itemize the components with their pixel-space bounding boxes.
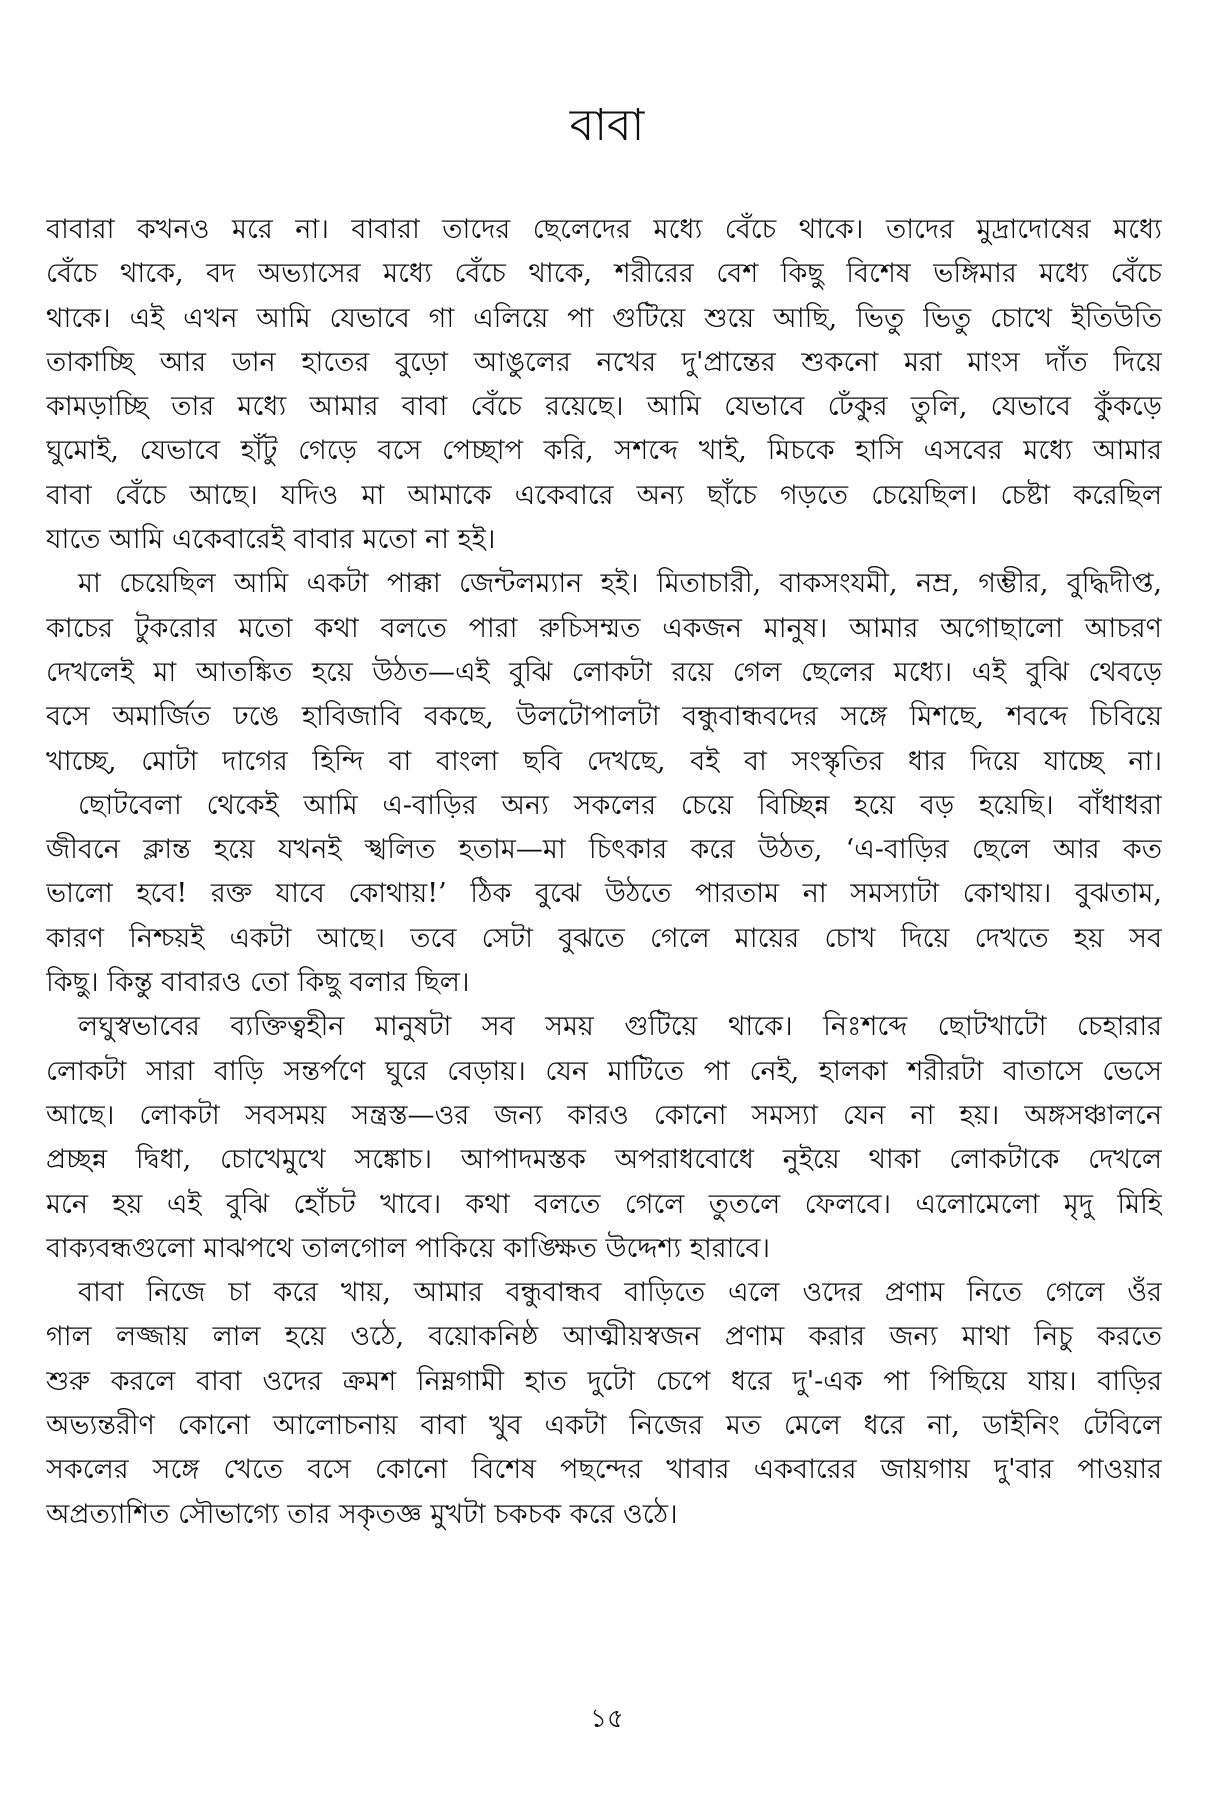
text-line: বাবা বেঁচে আছে। যদিও মা আমাকে একেবারে অন্য ছাঁচে গড়তে চেয়েছিল। চেষ্টা করেছিল [46, 479, 1162, 511]
text-line: তাকাচ্ছি আর ডান হাতের বুড়ো আঙুলের নখের দু'প্রান্তের শুকনো মরা মাংস দাঁত দিয়ে [46, 346, 1162, 378]
text-line: ছোটবেলা থেকেই আমি এ-বাড়ির অন্য সকলের চেয়ে বিচ্ছিন্ন হয়ে বড় হয়েছি। বাঁধাধরা [78, 789, 1162, 821]
text-line: বাবারা কখনও মরে না। বাবারা তাদের ছেলেদের মধ্যে বেঁচে থাকে। তাদের মুদ্রাদোষের মধ্যে [46, 214, 1162, 245]
text-line: আছে। লোকটা সবসময় সন্ত্রস্ত—ওর জন্য কারও কোনো সমস্যা যেন না হয়। অঙ্গসঞ্চালনে [46, 1099, 1162, 1131]
text-line: জীবনে ক্লান্ত হয়ে যখনই স্খলিত হতাম—মা চিৎকার করে উঠত, ‘এ-বাড়ির ছেলে আর কত [46, 834, 1162, 866]
text-line: কারণ নিশ্চয়ই একটা আছে। তবে সেটা বুঝতে গেলে মায়ের চোখ দিয়ে দেখতে হয় সব [46, 922, 1162, 954]
text-line: প্রচ্ছন্ন দ্বিধা, চোখেমুখে সঙ্কোচ। আপাদমস্তক অপরাধবোধে নুইয়ে থাকা লোকটাকে দেখলে [46, 1144, 1162, 1176]
text-line: অপ্রত্যাশিত সৌভাগ্যে তার সকৃতজ্ঞ মুখটা চকচক করে ওঠে। [46, 1498, 678, 1530]
text-line: খাচ্ছে, মোটা দাগের হিন্দি বা বাংলা ছবি দেখছে, বই বা সংস্কৃতির ধার দিয়ে যাচ্ছে না। [46, 745, 1162, 777]
text-line: ঘুমোই, যেভাবে হাঁটু গেড়ে বসে পেচ্ছাপ করি, সশব্দে খাই, মিচকে হাসি এসবের মধ্যে আমার [46, 435, 1162, 467]
text-line: কামড়াচ্ছি তার মধ্যে আমার বাবা বেঁচে রয়েছে। আমি যেভাবে ঢেঁকুর তুলি, যেভাবে কুঁকড়ে [46, 391, 1162, 423]
text-line: বাক্যবন্ধগুলো মাঝপথে তালগোল পাকিয়ে কাঙ্ক্ষিত উদ্দেশ্য হারাবে। [46, 1232, 771, 1264]
text-line: মনে হয় এই বুঝি হোঁচট খাবে। কথা বলতে গেলে তুতলে ফেলবে। এলোমেলো মৃদু মিহি [46, 1188, 1162, 1220]
text-line: থাকে। এই এখন আমি যেভাবে গা এলিয়ে পা গুটিয়ে শুয়ে আছি, ভিতু ভিতু চোখে ইতিউতি [46, 302, 1162, 334]
body-text [46, 208, 1162, 1537]
text-line: গাল লজ্জায় লাল হয়ে ওঠে, বয়োকনিষ্ঠ আত্মীয়স্বজন প্রণাম করার জন্য মাথা নিচু করতে [46, 1321, 1162, 1353]
text-line: বাবা নিজে চা করে খায়, আমার বন্ধুবান্ধব বাড়িতে এলে ওদের প্রণাম নিতে গেলে ওঁর [78, 1277, 1162, 1309]
text-line: শুরু করলে বাবা ওদের ক্রমশ নিম্নগামী হাত দুটো চেপে ধরে দু'-এক পা পিছিয়ে যায়। বাড়ির [46, 1365, 1162, 1397]
text-line: অভ্যন্তরীণ কোনো আলোচনায় বাবা খুব একটা নিজের মত মেলে ধরে না, ডাইনিং টেবিলে [46, 1410, 1162, 1442]
chapter-title: বাবা [569, 100, 645, 151]
text-line: যাতে আমি একেবারেই বাবার মতো না হই। [46, 524, 496, 556]
text-line: ভালো হবে! রক্ত যাবে কোথায়!’ ঠিক বুঝে উঠতে পারতাম না সমস্যাটা কোথায়। বুঝতাম, [46, 878, 1162, 910]
text-line: দেখলেই মা আতঙ্কিত হয়ে উঠত—এই বুঝি লোকটা রয়ে গেল ছেলের মধ্যে। এই বুঝি থেবড়ে [46, 656, 1162, 688]
text-line: বেঁচে থাকে, বদ অভ্যাসের মধ্যে বেঁচে থাকে, শরীরের বেশ কিছু বিশেষ ভঙ্গিমার মধ্যে বেঁচে [46, 258, 1162, 290]
text-line: বসে অমার্জিত ঢঙে হাবিজাবি বকছে, উলটোপালটা বন্ধুবান্ধবদের সঙ্গে মিশছে, শবব্দে চিবিয়ে [46, 701, 1162, 733]
text-line: লঘুস্বভাবের ব্যক্তিত্বহীন মানুষটা সব সময় গুটিয়ে থাকে। নিঃশব্দে ছোটখাটো চেহারার [78, 1011, 1162, 1043]
text-line: মা চেয়েছিল আমি একটা পাক্কা জেন্টলম্যান হই। মিতাচারী, বাকসংযমী, নম্র, গম্ভীর, বুদ্ধিদীপ্ত, [78, 568, 1162, 600]
text-line: সকলের সঙ্গে খেতে বসে কোনো বিশেষ পছন্দের খাবার একবারের জায়গায় দু'বার পাওয়ার [46, 1454, 1162, 1486]
page-number: ১৫ [590, 1704, 624, 1734]
text-line: লোকটা সারা বাড়ি সন্তর্পণে ঘুরে বেড়ায়। যেন মাটিতে পা নেই, হালকা শরীরটা বাতাসে ভেসে [46, 1055, 1162, 1087]
text-line: কিছু। কিন্তু বাবারও তো কিছু বলার ছিল। [46, 967, 470, 999]
text-line: কাচের টুকরোর মতো কথা বলতে পারা রুচিসম্মত একজন মানুষ। আমার অগোছালো আচরণ [46, 612, 1162, 644]
